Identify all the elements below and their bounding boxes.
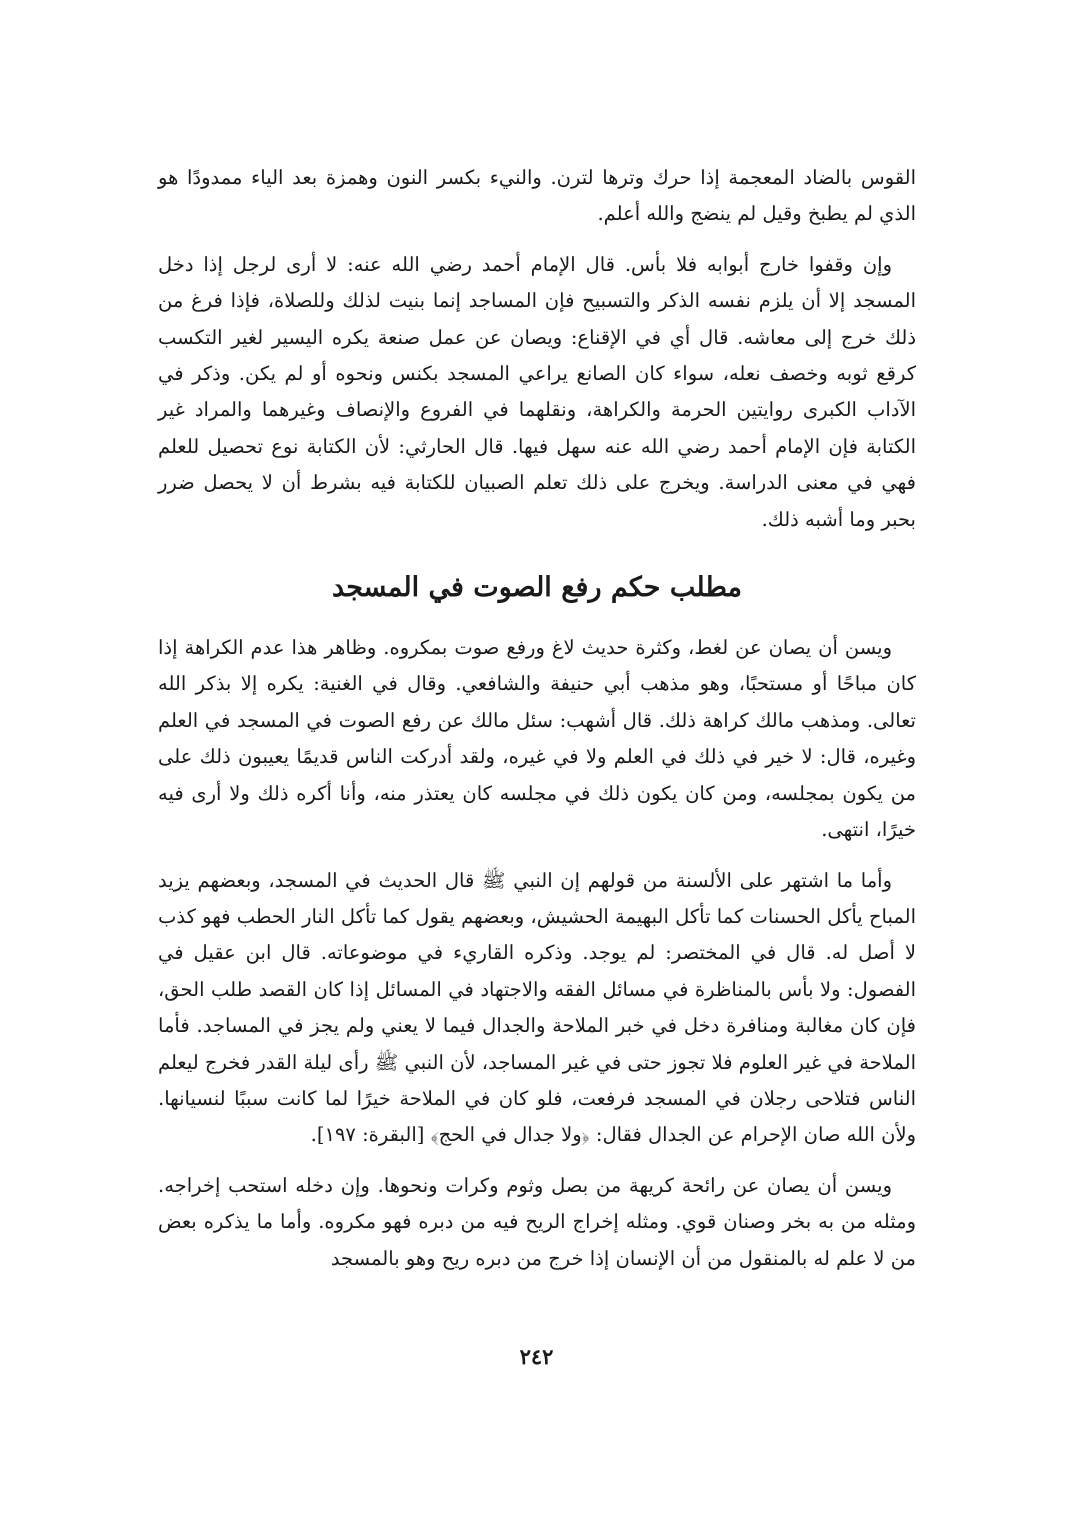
page-body — [158, 160, 916, 1277]
paragraph-raising-voice: ويسن أن يصان عن لغط، وكثرة حديث لاغ ورفع صوت بمكروه. وظاهر هذا عدم الكراهة إذا كان مباحًا أو مستحبًا، وهو مذهب أبي حنيفة والشافعي. وقال في الغنية: يكره إلا بذكر الله تعالى. ومذهب مالك كراهة ذلك. قال أشهب: سئل مالك عن رفع الصوت في المسجد في العلم وغيره، قال: لا خير في ذلك في العلم ولا في غيره، ولقد أدركت الناس قديمًا يعيبون ذلك على من يكون بمجلسه، ومن كان يكون ذلك في مجلسه كان يعتذر منه، وأنا أكره ذلك ولا أرى فيه خيرًا، انتهى. — [158, 636, 916, 842]
paragraph-mosque-crafts: وإن وقفوا خارج أبوابه فلا بأس. قال الإمام أحمد رضي الله عنه: لا أرى لرجل إذا دخل المسجد إلا أن يلزم نفسه الذكر والتسبيح فإن المساجد إنما بنيت لذلك وللصلاة، فإذا فرغ من ذلك خرج إلى معاشه. قال أي في الإقناع: ويصان عن عمل صنعة يكره اليسير لغير التكسب كرقع ثوبه وخصف نعله، سواء كان الصانع يراعي المسجد بكنس ونحوه أو لم يكن. وذكر في الآداب الكبرى روايتين الحرمة والكراهة، ونقلهما في الفروع والإنصاف وغيرهما والمراد غير الكتابة فإن الإمام أحمد رضي الله عنه سهل فيها. قال الحارثي: لأن الكتابة نوع تحصيل للعلم فهي في معنى الدراسة. ويخرج على ذلك تعلم الصبيان للكتابة فيه بشرط أن لا يحصل ضرر بحبر وما أشبه ذلك. — [158, 252, 916, 531]
section-heading: مطلب حكم رفع الصوت في المسجد — [332, 572, 742, 604]
paragraph-bad-odor: ويسن أن يصان عن رائحة كريهة من بصل وثوم وكرات ونحوها. وإن دخله استحب إخراجه. ومثله من به بخر وصنان قوي. ومثله إخراج الريح فيه من دبره فهو مكروه. وأما ما يذكره بعض من لا علم له بالمنقول من أن الإنسان إذا خرج من دبره ريح وهو بالمسجد — [158, 1173, 916, 1270]
paragraph-hadith-talk: وأما ما اشتهر على الألسنة من قولهم إن النبي ﷺ قال الحديث في المسجد، وبعضهم يزيد المباح يأكل الحسنات كما تأكل البهيمة الحشيش، وبعضهم يقول كما تأكل النار الحطب فهو كذب لا أصل له. قال في المختصر: لم يوجد. وذكره القاريء في موضوعاته. قال ابن عقيل في الفصول: ولا بأس بالمناظرة في مسائل الفقه والاجتهاد في المسائل إذا كان القصد طلب الحق، فإن كان مغالبة ومنافرة دخل في خبر الملاحة والجدال فيما لا يعني ولم يجز في المساجد. فأما الملاحة في غير العلوم فلا تجوز حتى في غير المساجد، لأن النبي ﷺ رأى ليلة القدر فخرج ليعلم الناس فتلاحى رجلان في المسجد فرفعت، فلو كان في الملاحة خيرًا لما كانت سببًا لنسيانها. ولأن الله صان الإحرام عن الجدال فقال: ﴿ولا جدال في الحج﴾ [البقرة: ١٩٧]. — [158, 868, 916, 1147]
page-number: ٢٤٢ — [519, 1344, 554, 1369]
paragraph-continuation: القوس بالضاد المعجمة إذا حرك وترها لترن. والنيء بكسر النون وهمزة بعد الياء ممدودًا هو الذي لم يطبخ وقيل لم ينضج والله أعلم. — [158, 166, 916, 226]
